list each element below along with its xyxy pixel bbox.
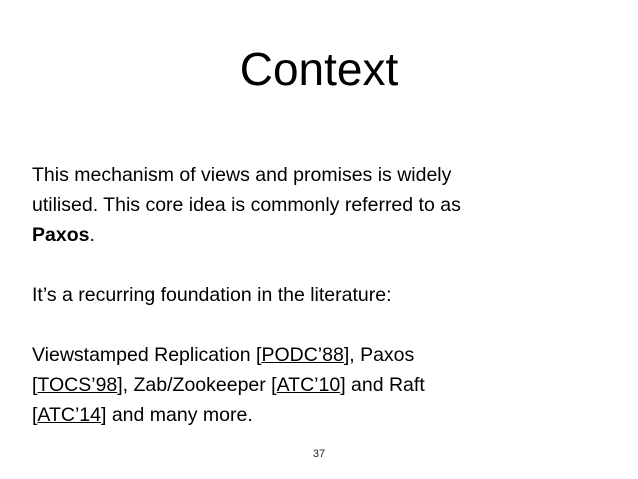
slide-body <box>32 160 612 430</box>
intro-line-2: utilised. This core idea is commonly referred to as <box>32 194 461 216</box>
slide-title: Context <box>239 43 399 95</box>
ref-text-3: [ <box>32 374 38 396</box>
intro-line-1: This mechanism of views and promises is widely <box>32 164 452 186</box>
ref-text-2: ], Paxos <box>343 344 415 366</box>
reference-link-atc14[interactable]: ATC’14 <box>37 404 101 426</box>
reference-link-tocs98[interactable]: TOCS’98 <box>37 374 118 396</box>
slide-number: 37 <box>312 448 326 460</box>
paxos-term: Paxos <box>32 224 90 246</box>
spacer <box>32 310 612 340</box>
ref-text-4: ], Zab/Zookeeper [ <box>117 374 277 396</box>
ref-text-7: ] and many more. <box>101 404 253 426</box>
reference-link-podc88[interactable]: PODC’88 <box>261 344 344 366</box>
intro-period: . <box>89 224 95 246</box>
ref-text-1: Viewstamped Replication [ <box>32 344 262 366</box>
reference-link-atc10[interactable]: ATC’10 <box>276 374 341 396</box>
paragraph-paxos-intro <box>32 160 612 250</box>
paragraph-references <box>32 340 612 430</box>
ref-text-5: ] and Raft <box>340 374 425 396</box>
ref-text-6: [ <box>32 404 38 426</box>
spacer <box>32 250 612 280</box>
paragraph-literature: It’s a recurring foundation in the literature: <box>32 284 392 306</box>
